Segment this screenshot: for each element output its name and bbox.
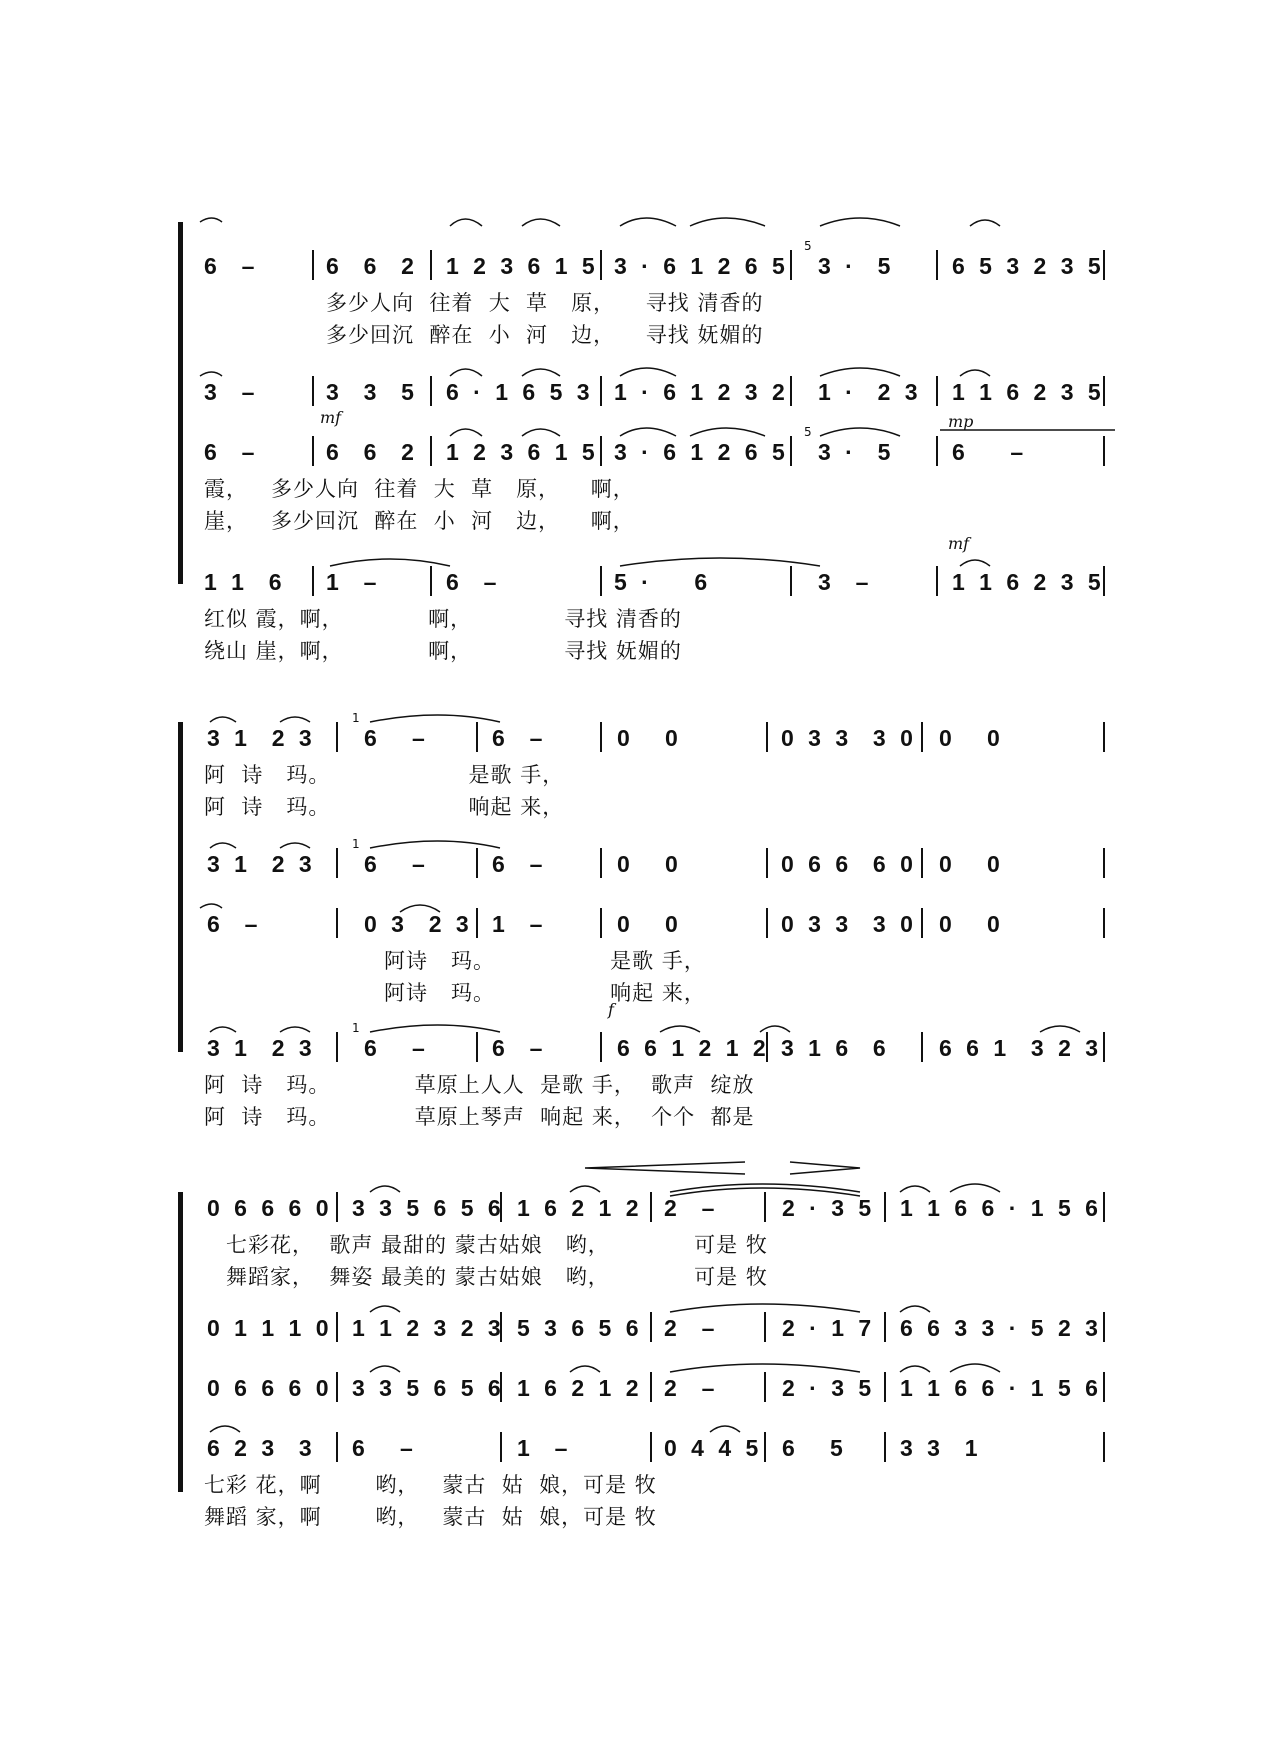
s3-lyric-3: 七彩 花，啊 哟， 蒙古 姑 娘，可是 牧 [204,1473,657,1497]
s2-stave4-m0: 3 1 2 3 [207,1035,316,1061]
barline [476,848,478,878]
s3-stave3-m2: 1 6 2 1 2 [517,1375,643,1401]
s3-stave1-m4: 2 · 3 5 [782,1195,876,1221]
s3-stave4-m2: 1 – [517,1435,572,1461]
system-brace [178,222,183,584]
s2-lyric-5: 阿 诗 玛。 草原上人人 是歌 手， 歌声 绽放 [204,1073,755,1097]
barline [600,250,602,280]
s3-stave1-m3: 2 – [664,1195,719,1221]
s1-stave4-m3: 5 · 6 [614,569,712,595]
s1-stave4-m4: 3 – [818,569,873,595]
barline [1103,908,1105,938]
s1-lyric-4: 崖， 多少回沉 醉在 小 河 边， 啊， [204,509,635,533]
barline [650,1372,652,1402]
barline [764,1312,766,1342]
s2-stave4-m3: 6 6 1 2 1 2 [617,1035,770,1061]
barline [430,436,432,466]
barline [884,1372,886,1402]
s1-stave3-m1: 6 6 2 [326,439,418,465]
barline [476,1032,478,1062]
barline [764,1372,766,1402]
barline [766,908,768,938]
barline [600,722,602,752]
barline [600,436,602,466]
barline [1103,1312,1105,1342]
s1-stave1-m1: 6 6 2 [326,253,418,279]
s1-stave3-m0: 6 – [204,439,259,465]
s2-stave1-m3: 0 0 [617,725,682,751]
s1-lyric-5: 红似 霞，啊， 啊， 寻找 清香的 [204,607,682,631]
barline [936,376,938,406]
s2-stave4-m1: 6 – [364,1035,429,1061]
barline [1103,722,1105,752]
s3-stave4-m5: 3 3 1 [900,1435,982,1461]
barline [336,908,338,938]
s1-stave4-m5: 1 1 6 2 3 5 [952,569,1105,595]
s3-stave1-m2: 1 6 2 1 2 [517,1195,643,1221]
s1-stave4-m1: 1 – [326,569,381,595]
s3-stave2-m2: 5 3 6 5 6 [517,1315,643,1341]
barline [764,1432,766,1462]
s2-stave2-m4: 0 6 6 6 0 [781,851,917,877]
barline [1103,1432,1105,1462]
s2-lyric-6: 阿 诗 玛。 草原上琴声 响起 来， 个个 都是 [204,1105,755,1129]
s2-lyric-1: 阿 诗 玛。 是歌 手， [204,763,565,787]
barline [766,722,768,752]
barline [336,1312,338,1342]
s1-lyric-3: 霞， 多少人向 往着 大 草 原， 啊， [204,477,635,501]
barline [936,436,938,466]
barline [790,376,792,406]
s3-stave2-m3: 2 – [664,1315,719,1341]
barline [921,1032,923,1062]
barline [921,908,923,938]
s1-stave1-m3: 3 · 6 1 2 6 5 [614,253,789,279]
barline [1103,1192,1105,1222]
barline [600,848,602,878]
s1-stave3-m2: 1 2 3 6 1 5 [446,439,599,465]
s2-stave1-m2: 6 – [492,725,547,751]
s2-stave3-m3: 0 0 [617,911,682,937]
s2-stave2-m3: 0 0 [617,851,682,877]
barline [1103,848,1105,878]
dynamic-mf: mf [948,534,970,553]
s3-stave4-m1: 6 – [352,1435,417,1461]
s3-stave3-m1: 3 3 5 6 5 6 [352,1375,505,1401]
barline [764,1192,766,1222]
barline [312,566,314,596]
s3-stave2-m0: 0 1 1 1 0 [207,1315,333,1341]
s1-stave3-m3: 3 · 6 1 2 6 5 [614,439,789,465]
s2-stave1-m5: 0 0 [939,725,1004,751]
barline [600,908,602,938]
s3-stave3-m0: 0 6 6 6 0 [207,1375,333,1401]
s2-stave1-m1: 6 – [364,725,429,751]
s1-stave2-m1: 3 3 5 [326,379,418,405]
barline [312,376,314,406]
s3-stave4-m3: 0 4 4 5 [664,1435,763,1461]
s3-stave4-m4: 6 5 [782,1435,847,1461]
s3-stave2-m1: 1 1 2 3 2 3 [352,1315,505,1341]
barline [336,722,338,752]
system-brace [178,1192,183,1492]
s1-stave1-m0: 6 – [204,253,259,279]
barline [336,1192,338,1222]
grace-note: 5 [804,239,812,253]
s1-stave4-m2: 6 – [446,569,501,595]
barline [600,1032,602,1062]
s1-stave3-m5: 6 – [952,439,1028,465]
barline [921,848,923,878]
s2-stave1-m0: 3 1 2 3 [207,725,316,751]
grace-note: 1 [352,711,360,725]
barline [312,250,314,280]
barline [600,566,602,596]
s2-stave4-m2: 6 – [492,1035,547,1061]
s3-stave2-m4: 2 · 1 7 [782,1315,876,1341]
barline [1103,1372,1105,1402]
s2-stave3-m5: 0 0 [939,911,1004,937]
grace-note: 1 [352,837,360,851]
s2-stave4-m4: 3 1 6 6 [781,1035,890,1061]
barline [790,250,792,280]
barline [1103,436,1105,466]
barline [336,1032,338,1062]
s3-stave1-m0: 0 6 6 6 0 [207,1195,333,1221]
s2-stave3-m4: 0 3 3 3 0 [781,911,917,937]
s2-stave2-m2: 6 – [492,851,547,877]
barline [336,848,338,878]
barline [336,1372,338,1402]
s3-stave3-m5: 1 1 6 6 · 1 5 6 [900,1375,1102,1401]
s2-stave3-m1: 0 3 2 3 [364,911,473,937]
s3-stave2-m5: 6 6 3 3 · 5 2 3 [900,1315,1102,1341]
barline [430,250,432,280]
s2-stave1-m4: 0 3 3 3 0 [781,725,917,751]
s1-stave4-m0: 1 1 6 [204,569,286,595]
barline [790,566,792,596]
s1-stave1-m5: 6 5 3 2 3 5 [952,253,1105,279]
s2-stave3-m0: 6 – [207,911,262,937]
s2-lyric-2: 阿 诗 玛。 响起 来， [204,795,565,819]
barline [790,436,792,466]
s3-stave1-m5: 1 1 6 6 · 1 5 6 [900,1195,1102,1221]
s3-stave3-m3: 2 – [664,1375,719,1401]
s3-lyric-2: 舞蹈家， 舞姿 最美的 蒙古姑娘 哟， 可是 牧 [226,1265,768,1289]
s3-lyric-4: 舞蹈 家，啊 哟， 蒙古 姑 娘，可是 牧 [204,1505,657,1529]
barline [336,1432,338,1462]
barline [476,908,478,938]
grace-note: 5 [804,425,812,439]
s1-stave2-m5: 1 1 6 2 3 5 [952,379,1105,405]
s1-lyric-1: 多少人向 往着 大 草 原， 寻找 清香的 [326,291,764,315]
barline [766,848,768,878]
s2-stave2-m0: 3 1 2 3 [207,851,316,877]
s3-stave4-m0: 6 2 3 3 [207,1435,316,1461]
barline [476,722,478,752]
barline [650,1192,652,1222]
dynamic-mp: mp [948,412,974,431]
barline [884,1192,886,1222]
s1-stave1-m2: 1 2 3 6 1 5 [446,253,599,279]
barline [430,376,432,406]
s2-stave2-m5: 0 0 [939,851,1004,877]
barline [1103,1032,1105,1062]
barline [921,722,923,752]
s1-stave3-m4: 3 · 5 [818,439,895,465]
dynamic-f: f [608,1000,614,1019]
barline [430,566,432,596]
s2-lyric-3: 阿诗 玛。 是歌 手， [384,949,706,973]
barline [936,566,938,596]
s1-stave2-m0: 3 – [204,379,259,405]
s2-lyric-4: 阿诗 玛。 响起 来， [384,981,706,1005]
s2-stave2-m1: 6 – [364,851,429,877]
barline [312,436,314,466]
system-brace [178,722,183,1052]
barline [936,250,938,280]
dynamic-mf: mf [320,408,342,427]
barline [500,1432,502,1462]
barline [600,376,602,406]
barline [650,1312,652,1342]
s1-lyric-2: 多少回沉 醉在 小 河 边， 寻找 妩媚的 [326,323,764,347]
barline [884,1312,886,1342]
s1-lyric-6: 绕山 崖，啊， 啊， 寻找 妩媚的 [204,639,682,663]
s2-stave4-m5: 6 6 1 3 2 3 [939,1035,1103,1061]
s1-stave2-m2: 6 · 1 6 5 3 [446,379,594,405]
s3-lyric-1: 七彩花， 歌声 最甜的 蒙古姑娘 哟， 可是 牧 [226,1233,768,1257]
barline [650,1432,652,1462]
s1-stave2-m4: 1 · 2 3 [818,379,922,405]
barline [884,1432,886,1462]
grace-note: 1 [352,1021,360,1035]
s2-stave3-m2: 1 – [492,911,547,937]
s3-stave3-m4: 2 · 3 5 [782,1375,876,1401]
s1-stave1-m4: 3 · 5 [818,253,895,279]
s1-stave2-m3: 1 · 6 1 2 3 2 [614,379,789,405]
s3-stave1-m1: 3 3 5 6 5 6 [352,1195,505,1221]
